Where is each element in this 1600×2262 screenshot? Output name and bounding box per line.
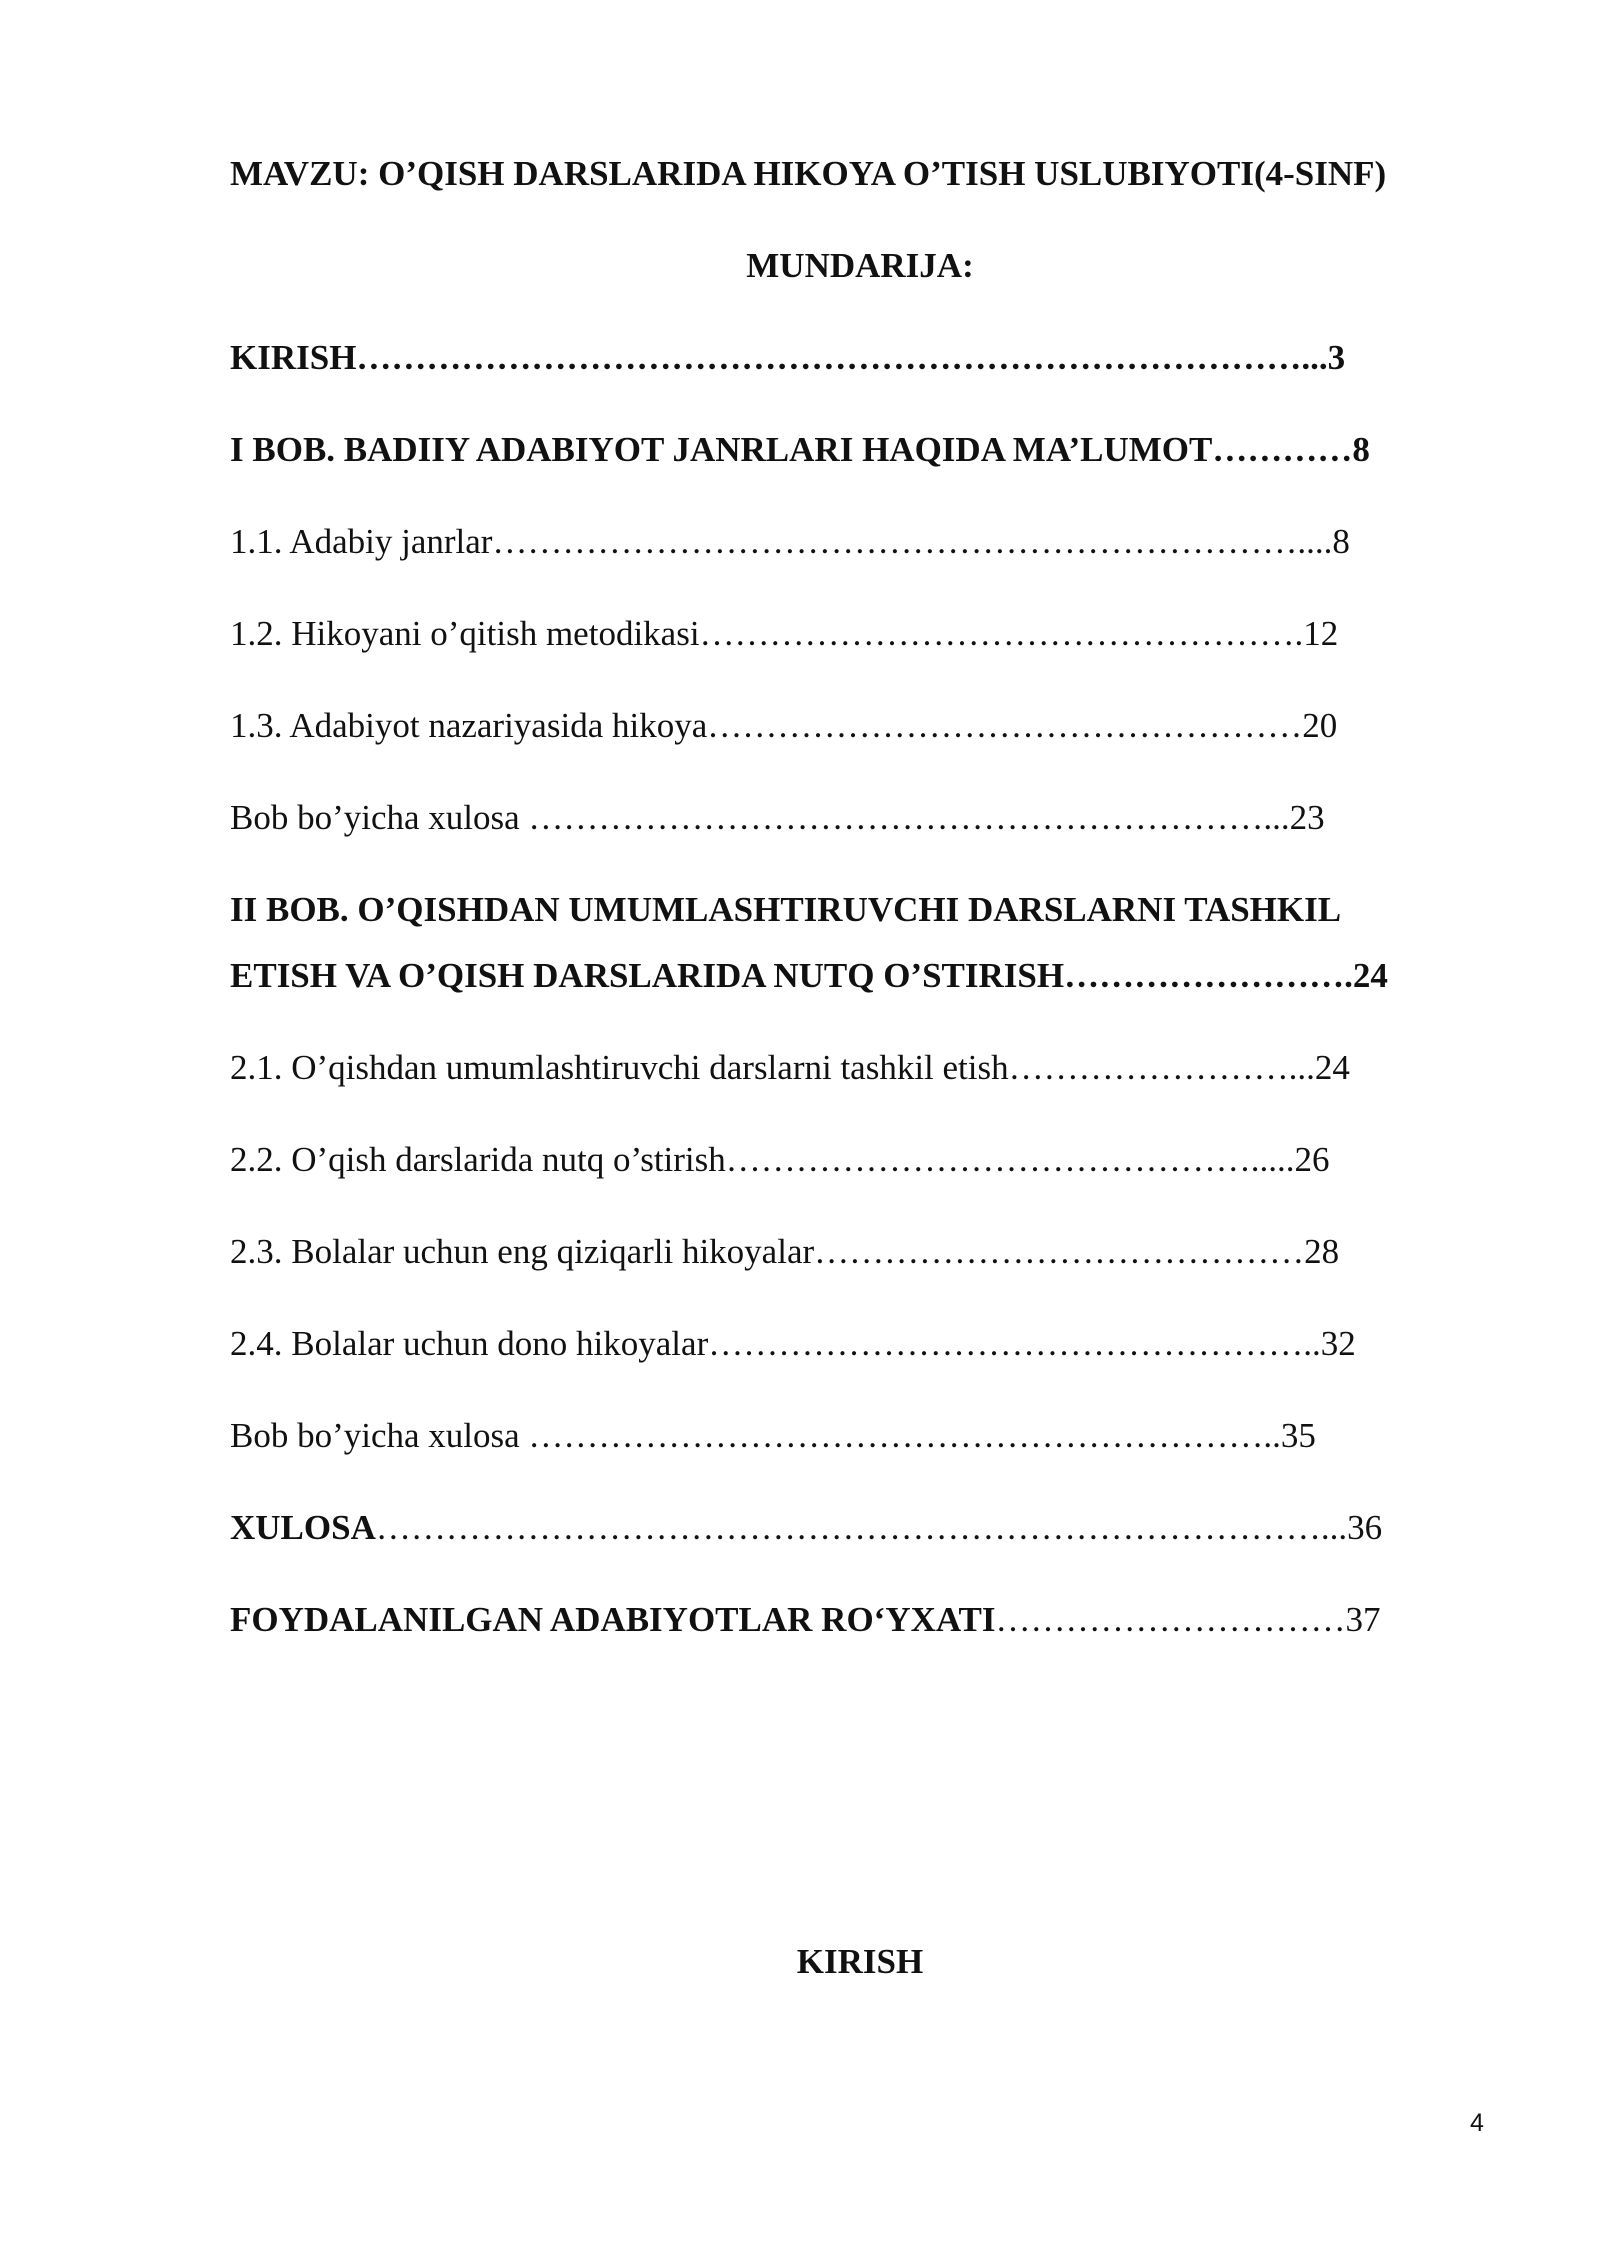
toc-entry-text: KIRISH………………………………………………………………………...3	[230, 338, 1346, 377]
toc-entry-bold-part: XULOSA	[230, 1508, 376, 1547]
toc-entry-2-2: 2.2. O’qish darslarida nutq o’stirish……………………………………….....26	[230, 1140, 1330, 1179]
toc-entry-2-1: 2.1. O’qishdan umumlashtiruvchi darslarni tashkil etish……………………...24	[230, 1048, 1350, 1087]
page-number: 4	[1470, 2109, 1484, 2137]
toc-entry-2-4: 2.4. Bolalar uchun dono hikoyalar……………………………………………..32	[230, 1324, 1356, 1363]
toc-entry-chapter-2-line-2: ETISH VA O’QISH DARSLARIDA NUTQ O’STIRISH…………………….24	[230, 956, 1388, 995]
toc-entry-bold-part: FOYDALANILGAN ADABIYOTLAR RO‘YXATI	[230, 1600, 996, 1639]
toc-entry-chapter-1-summary: Bob bo’yicha xulosa ………………………………………………………...23	[230, 798, 1325, 837]
toc-entry-chapter-1: I BOB. BADIIY ADABIYOT JANRLARI HAQIDA MA’LUMOT…………8	[230, 430, 1370, 469]
toc-entry-kirish	[230, 336, 1345, 380]
toc-entry-1-1: 1.1. Adabiy janrlar……………………………………………………………....8	[230, 522, 1350, 561]
toc-entry-1-2: 1.2. Hikoyani o’qitish metodikasi…………………………………………….12	[230, 614, 1339, 653]
toc-heading: MUNDARIJA:	[746, 246, 974, 285]
toc-entry-2-3: 2.3. Bolalar uchun eng qiziqarli hikoyalar……………………………………28	[230, 1232, 1340, 1271]
topic-title: MAVZU: O’QISH DARSLARIDA HIKOYA O’TISH USLUBIYOTI(4-SINF)	[230, 154, 1387, 193]
toc-entry-xulosa	[230, 1506, 1382, 1550]
toc-entry-references	[230, 1598, 1381, 1642]
toc-entry-chapter-2-line-1: II BOB. O’QISHDAN UMUMLASHTIRUVCHI DARSLARNI TASHKIL	[230, 890, 1342, 929]
toc-entry-leader: ………………………………………………………………………...36	[375, 1508, 1383, 1547]
toc-entry-chapter-2-summary: Bob bo’yicha xulosa ………………………………………………………..35	[230, 1416, 1316, 1455]
section-heading-kirish: KIRISH	[796, 1942, 924, 1981]
toc-entry-1-3: 1.3. Adabiyot nazariyasida hikoya……………………………………………20	[230, 706, 1338, 745]
toc-entry-leader: …………………………37	[995, 1600, 1381, 1639]
